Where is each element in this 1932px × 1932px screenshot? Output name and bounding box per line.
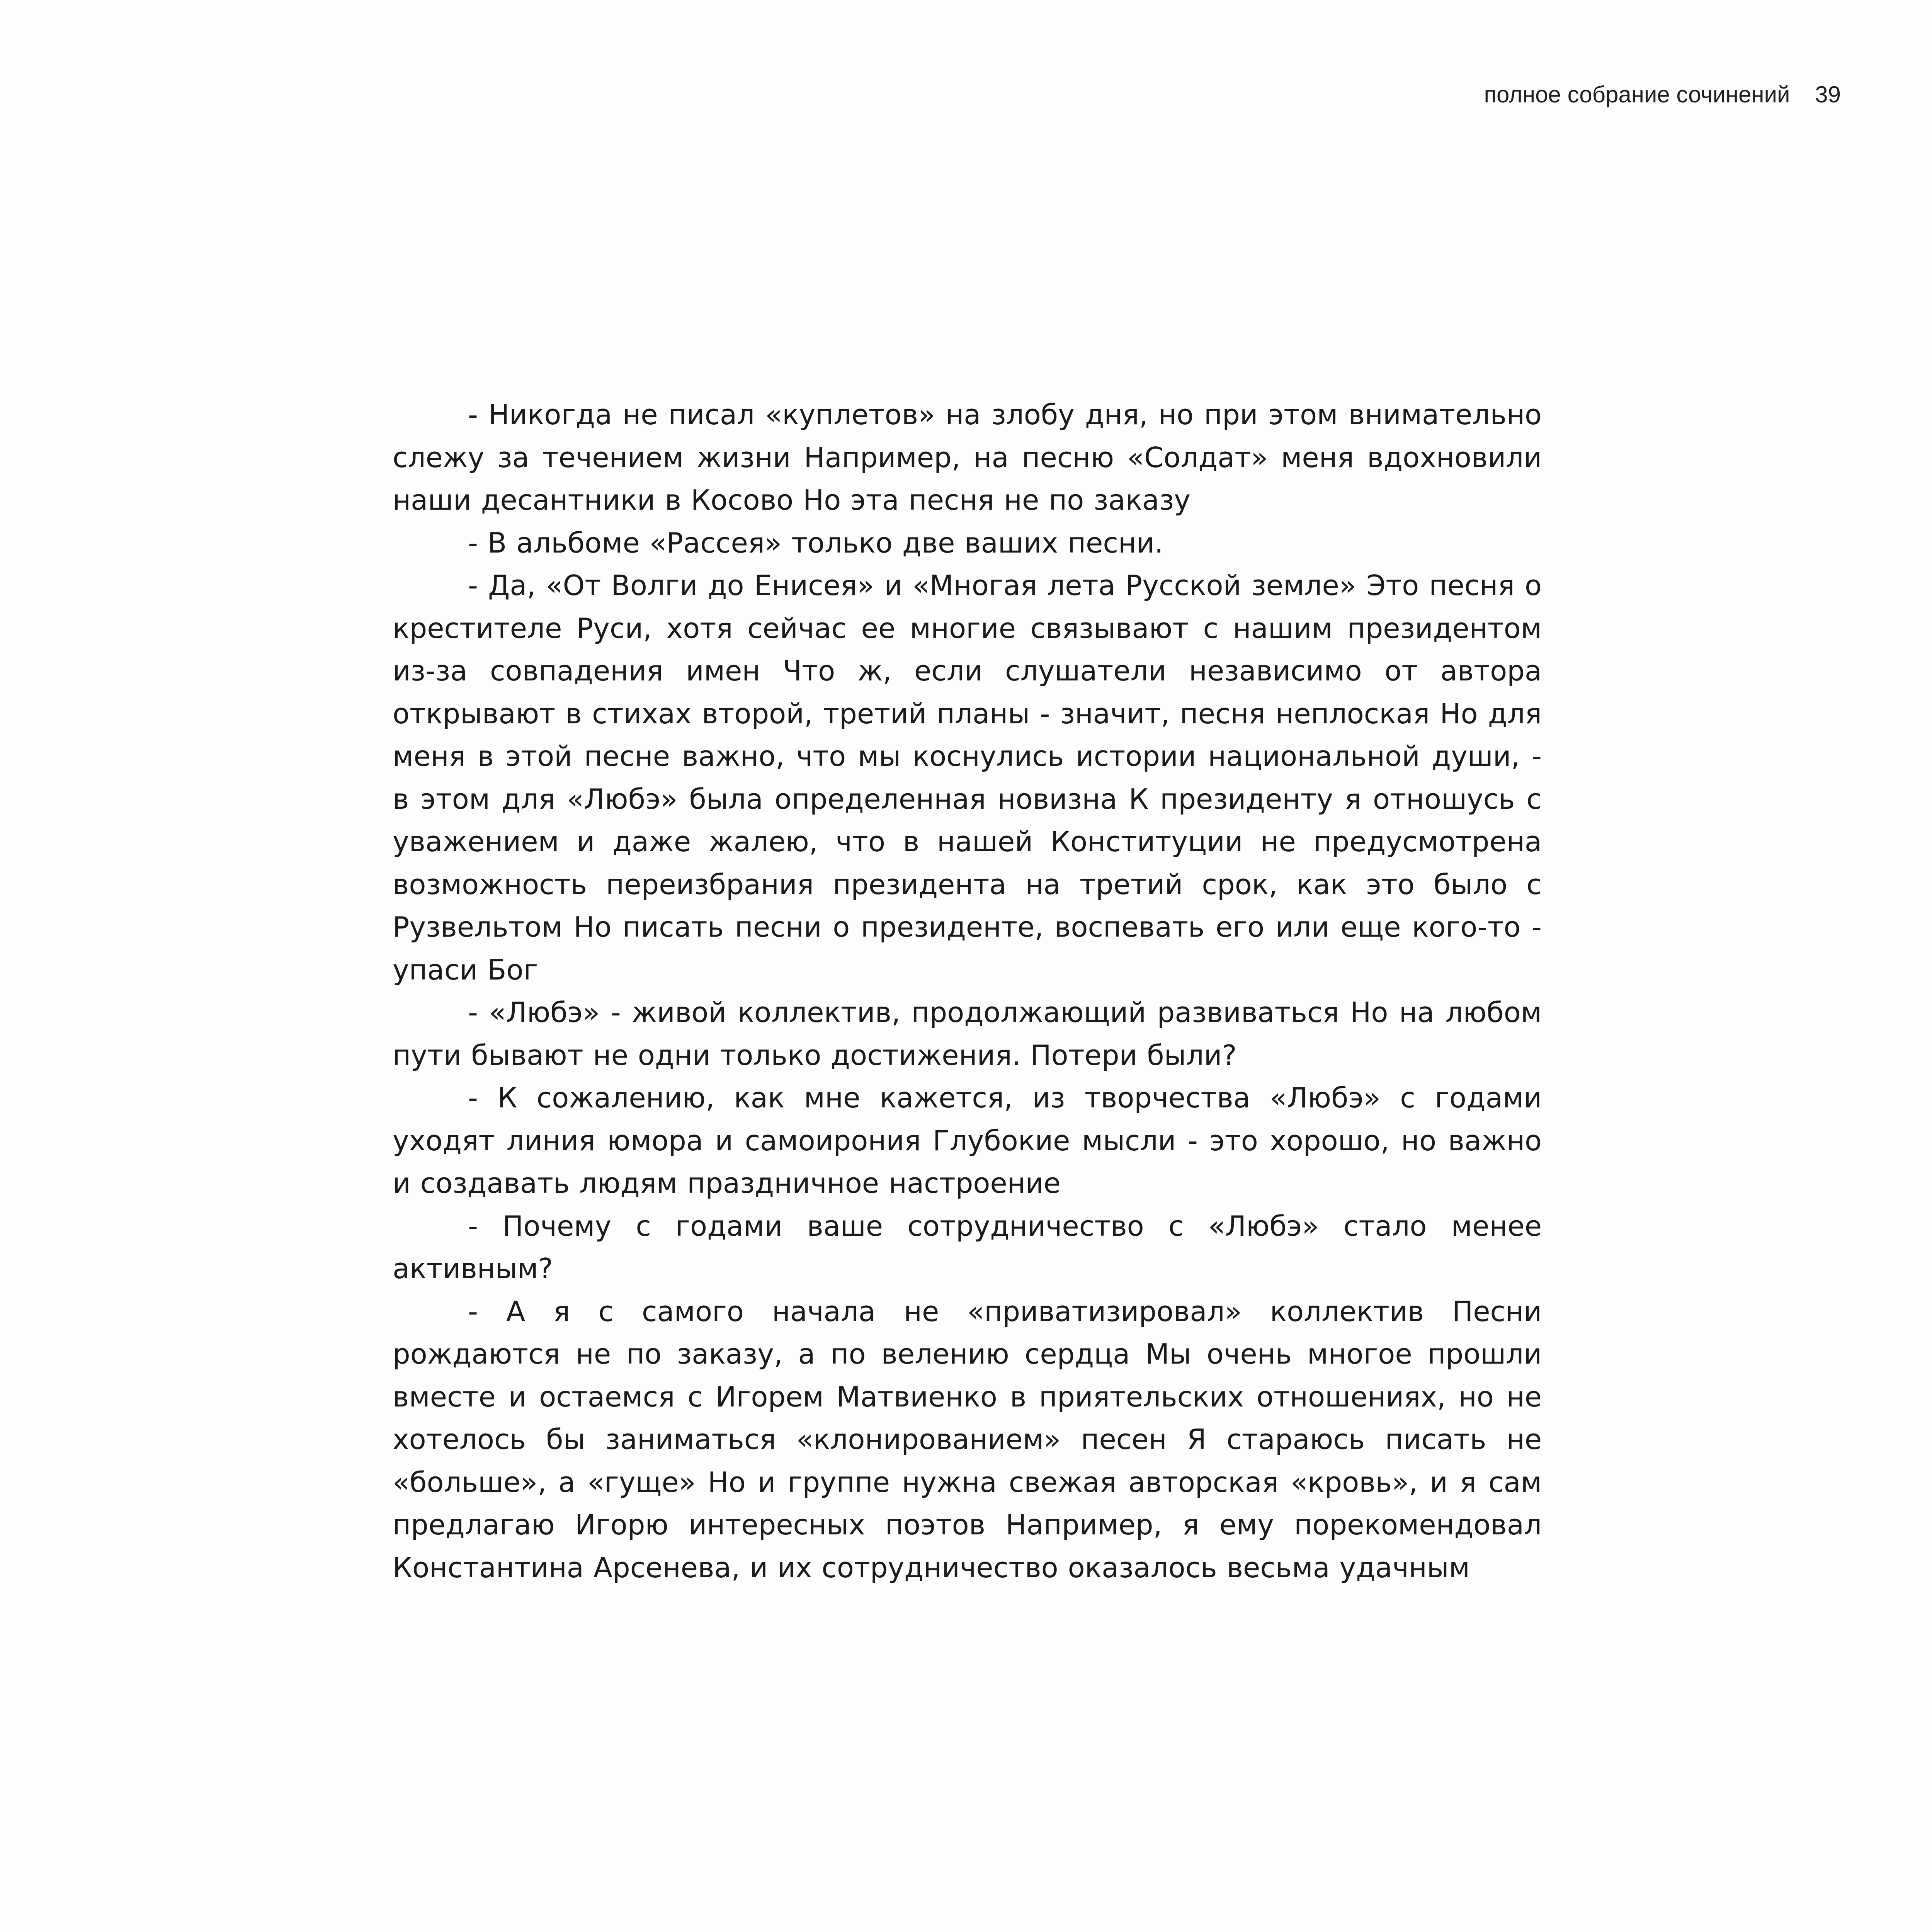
paragraph: - Почему с годами ваше сотрудничество с «Любэ» стало менее активным? <box>393 1209 1542 1285</box>
book-title: полное собрание сочинений <box>1484 82 1790 107</box>
paragraph: - В альбоме «Рассея» только две ваших песни. <box>468 526 1163 559</box>
paragraph: - К сожалению, как мне кажется, из творчества «Любэ» с годами уходят линия юмора и самоирония Глубокие мысли - это хорошо, но важно и создавать людям праздничное настроение <box>393 1082 1542 1199</box>
running-header <box>1484 79 1841 110</box>
paragraph: - Никогда не писал «куплетов» на злобу дня, но при этом внимательно слежу за течением жизни Например, на песню «Солдат» меня вдохновили наши десантники в Косово Но эта песня не по заказу <box>393 398 1542 516</box>
paragraph: - А я с самого начала не «приватизировал» коллектив Песни рождаются не по заказу, а по велению сердца Мы очень многое прошли вместе и остаемся с Игорем Матвиенко в приятельских отношениях, но не хотелось бы заниматься «клонированием» песен Я стараюсь писать не «больше», а «гуще» Но и группе нужна свежая авторская «кровь», и я сам предлагаю Игорю интересных поэтов Например, я ему порекомендовал Константина Арсенева, и их сотрудничество оказалось весьма удачным <box>393 1295 1542 1584</box>
page-number: 39 <box>1815 82 1841 107</box>
paragraph: - Да, «От Волги до Енисея» и «Многая лета Русской земле» Это песня о крестителе Руси, хотя сейчас ее многие связывают с нашим президентом из-за совпадения имен Что ж, если слушатели независимо от автора открывают в стихах второй, третий планы - значит, песня неплоская Но для меня в этой песне важно, что мы коснулись истории национальной души, - в этом для «Любэ» была определенная новизна К президенту я отношусь с уважением и даже жалею, что в нашей Конституции не предусмотрена возможность переизбрания президента на третий срок, как это было с Рузвельтом Но писать песни о президенте, воспевать его или еще кого-то - упаси Бог <box>393 569 1542 986</box>
paragraph: - «Любэ» - живой коллектив, продолжающий развиваться Но на любом пути бывают не одни только достижения. Потери были? <box>393 996 1542 1071</box>
interview-text <box>393 393 1542 1589</box>
